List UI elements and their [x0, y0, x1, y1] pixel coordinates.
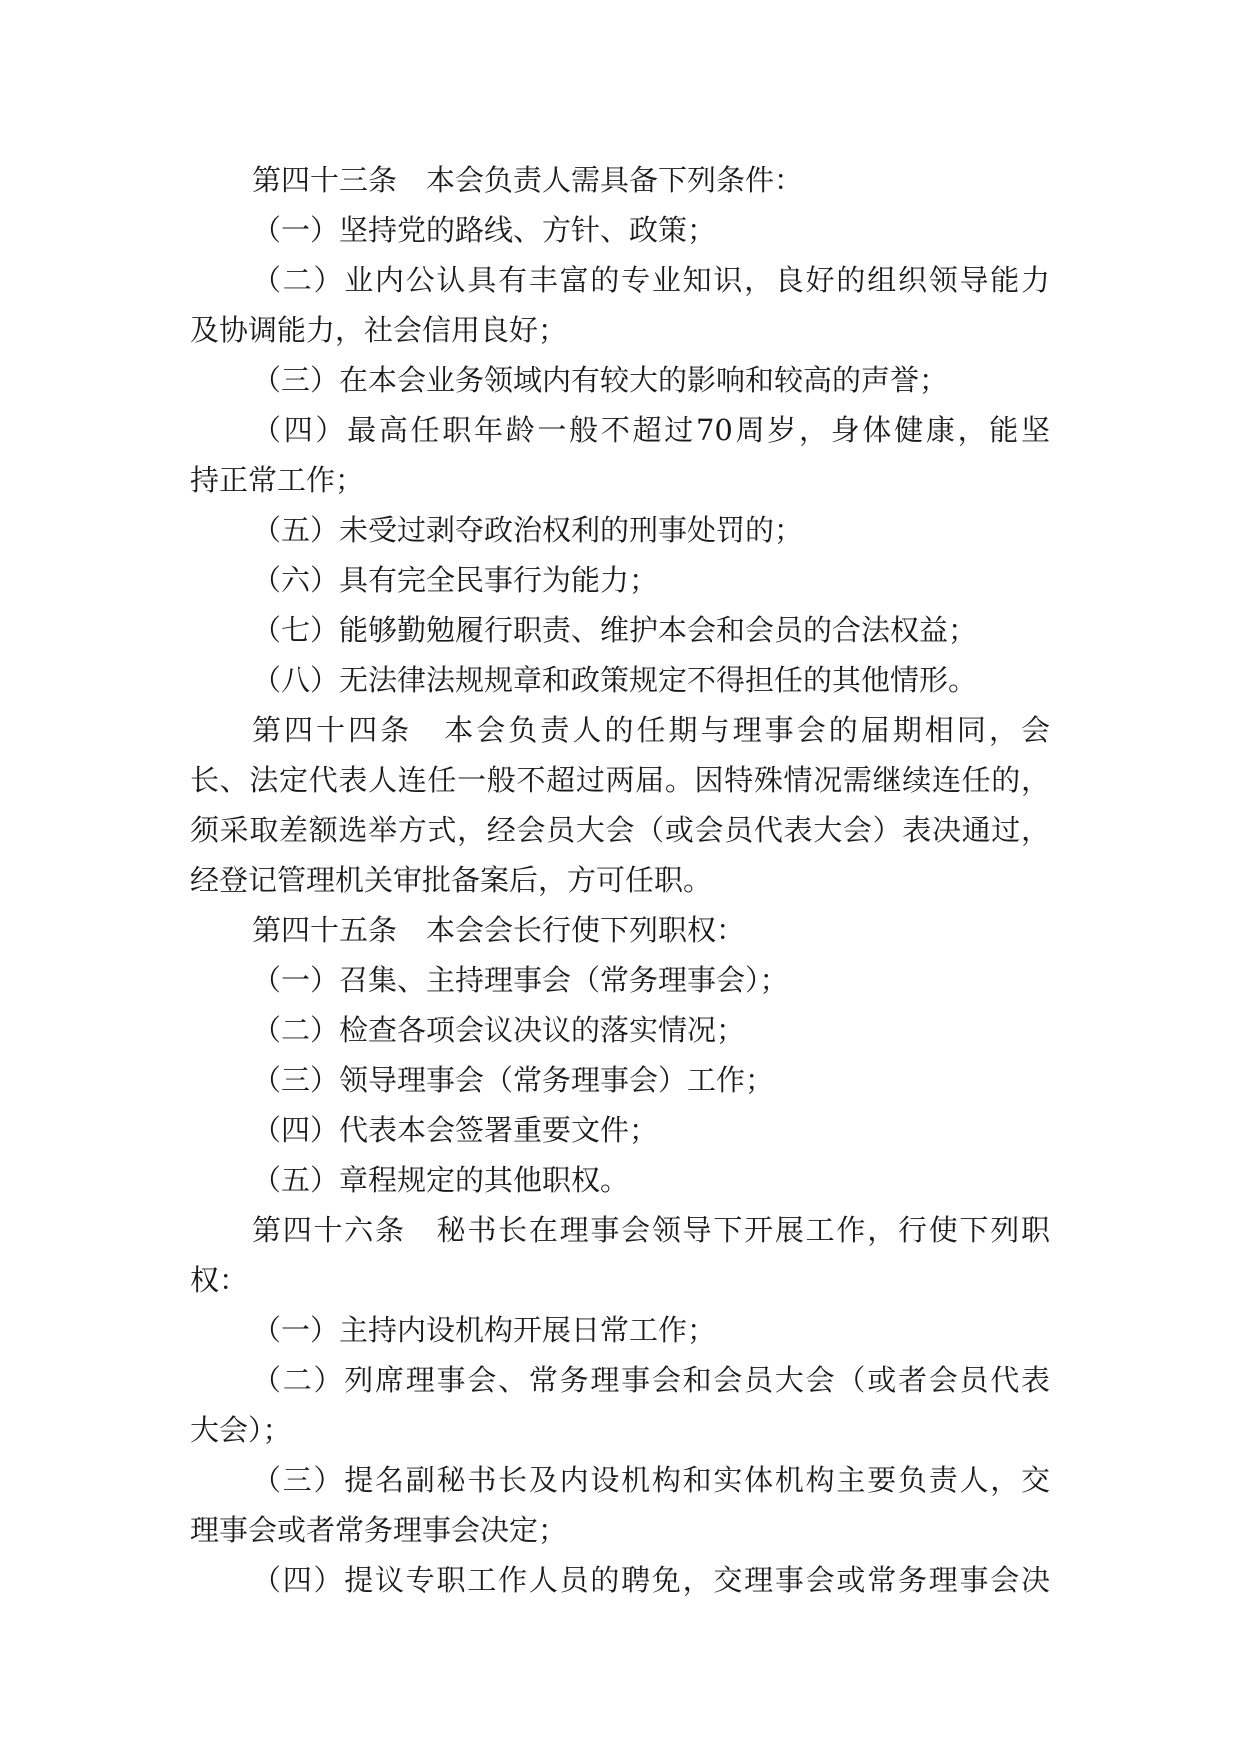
article-45-item-1: （一）召集、主持理事会（常务理事会）；	[252, 963, 789, 997]
article-46-heading-line-2: 权：	[190, 1263, 249, 1297]
article-45-item-2: （二）检查各项会议决议的落实情况；	[252, 1013, 746, 1047]
article-43-item-5: （五）未受过剥夺政治权利的刑事处罚的；	[252, 513, 804, 547]
article-44-line-3: 须采取差额选举方式，经会员大会（或会员代表大会）表决通过，	[190, 813, 1050, 847]
article-46-item-3-line-2: 理事会或者常务理事会决定；	[190, 1513, 568, 1547]
article-45-heading: 第四十五条 本会会长行使下列职权：	[252, 913, 746, 947]
article-43-item-2-line-2: 及协调能力，社会信用良好；	[190, 313, 568, 347]
article-43-item-4-line-1: （四）最高任职年龄一般不超过70周岁，身体健康，能坚	[252, 413, 1050, 447]
article-46-item-1: （一）主持内设机构开展日常工作；	[252, 1313, 717, 1347]
article-43-item-2-line-1: （二）业内公认具有丰富的专业知识，良好的组织领导能力	[252, 263, 1050, 297]
article-45-item-4: （四）代表本会签署重要文件；	[252, 1113, 659, 1147]
article-44-line-4: 经登记管理机关审批备案后，方可任职。	[190, 863, 713, 897]
article-45-item-5: （五）章程规定的其他职权。	[252, 1163, 630, 1197]
article-46-item-2-line-2: 大会）；	[190, 1413, 292, 1447]
article-43-item-4-line-2: 持正常工作；	[190, 463, 365, 497]
article-43-heading: 第四十三条 本会负责人需具备下列条件：	[252, 163, 804, 197]
article-46-item-4-line-1: （四）提议专职工作人员的聘免，交理事会或常务理事会决	[252, 1563, 1050, 1597]
article-43-item-7: （七）能够勤勉履行职责、维护本会和会员的合法权益；	[252, 613, 978, 647]
article-45-item-3: （三）领导理事会（常务理事会）工作；	[252, 1063, 775, 1097]
article-44-line-2: 长、法定代表人连任一般不超过两届。因特殊情况需继续连任的，	[190, 763, 1050, 797]
article-43-item-1: （一）坚持党的路线、方针、政策；	[252, 213, 717, 247]
article-44-line-1: 第四十四条 本会负责人的任期与理事会的届期相同，会	[252, 713, 1050, 747]
article-46-heading-line-1: 第四十六条 秘书长在理事会领导下开展工作，行使下列职	[252, 1213, 1050, 1247]
article-43-item-6: （六）具有完全民事行为能力；	[252, 563, 659, 597]
article-43-item-3: （三）在本会业务领域内有较大的影响和较高的声誉；	[252, 363, 949, 397]
article-43-item-8: （八）无法律法规规章和政策规定不得担任的其他情形。	[252, 663, 978, 697]
article-46-item-2-line-1: （二）列席理事会、常务理事会和会员大会（或者会员代表	[252, 1363, 1050, 1397]
article-46-item-3-line-1: （三）提名副秘书长及内设机构和实体机构主要负责人，交	[252, 1463, 1050, 1497]
